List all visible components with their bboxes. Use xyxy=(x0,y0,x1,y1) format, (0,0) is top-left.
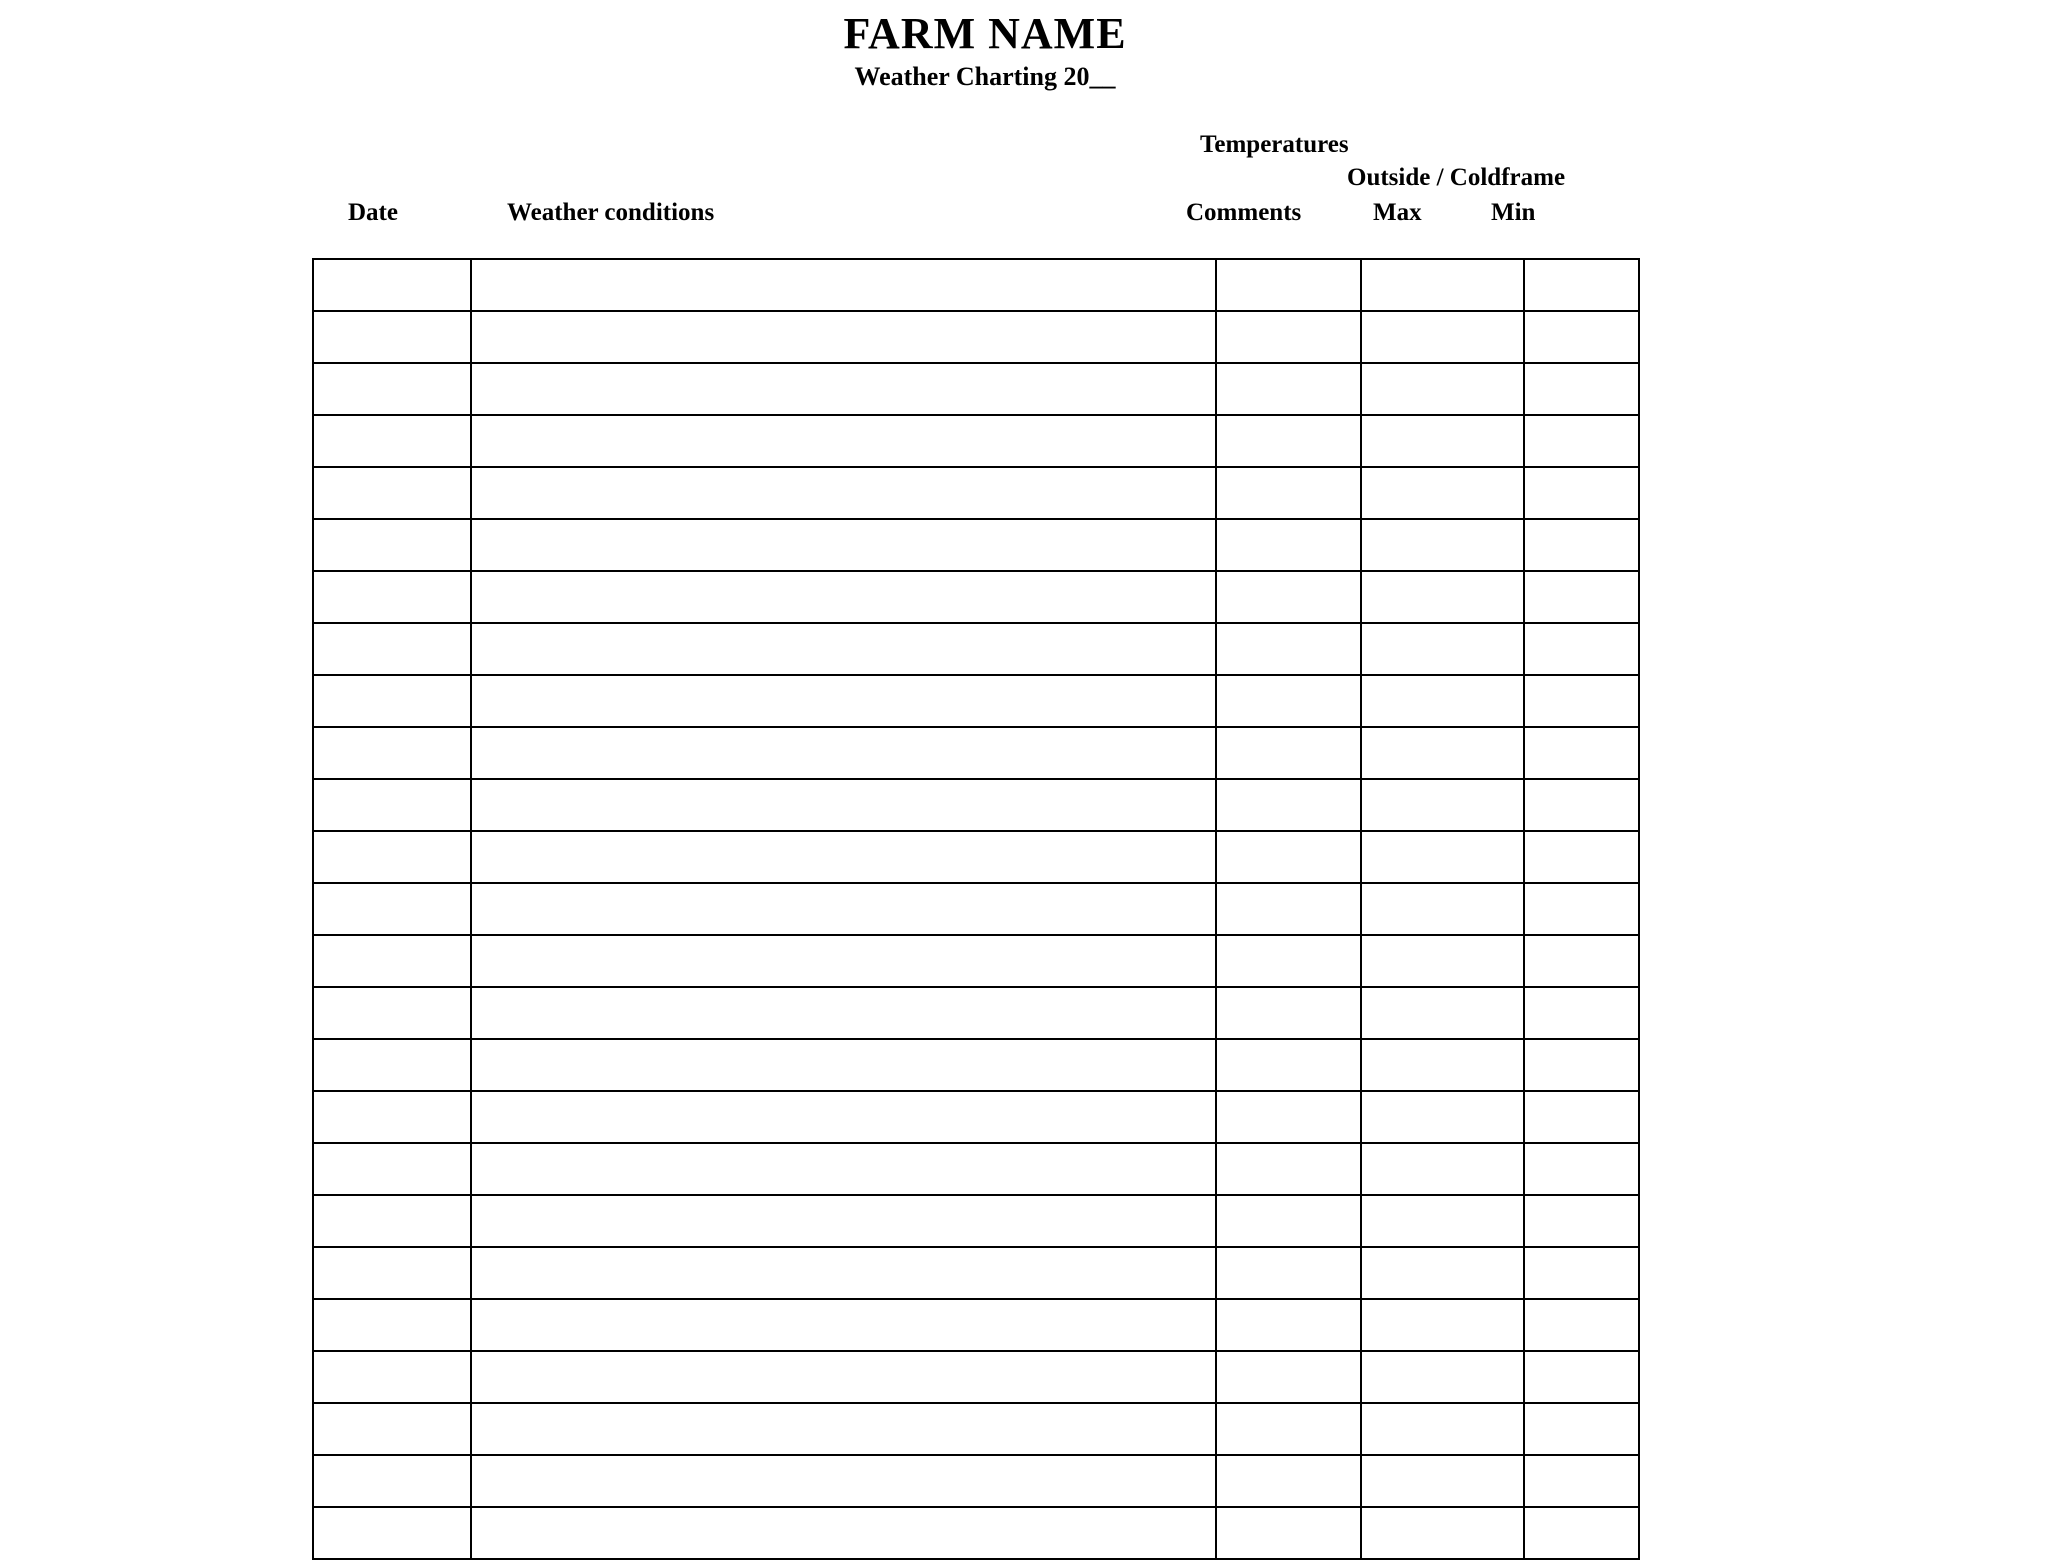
table-row-line xyxy=(312,726,1640,728)
table-row-line xyxy=(312,1142,1640,1144)
table-right-border xyxy=(1638,258,1640,1558)
min-column-header: Min xyxy=(1491,199,1536,226)
table-row-line xyxy=(312,1194,1640,1196)
table-row-line xyxy=(312,778,1640,780)
page-subtitle: Weather Charting 20__ xyxy=(854,62,1116,91)
page-title: FARM NAME xyxy=(843,9,1127,58)
weather-log-table xyxy=(312,258,1640,1558)
date-column-divider xyxy=(470,258,472,1558)
table-row-line xyxy=(312,362,1640,364)
comments-column-header: Comments xyxy=(1186,199,1302,226)
date-column-header: Date xyxy=(348,199,398,226)
table-row-line xyxy=(312,934,1640,936)
temperatures-header: Temperatures xyxy=(1200,131,1349,158)
max-column-divider xyxy=(1523,258,1525,1558)
table-row-line xyxy=(312,674,1640,676)
table-row-line xyxy=(312,570,1640,572)
table-row-line xyxy=(312,882,1640,884)
table-row-line xyxy=(312,1454,1640,1456)
table-left-border xyxy=(312,258,314,1558)
table-row-line xyxy=(312,1246,1640,1248)
table-row-line xyxy=(312,830,1640,832)
table-row-line xyxy=(312,1402,1640,1404)
table-row-line xyxy=(312,1038,1640,1040)
table-row-line xyxy=(312,1298,1640,1300)
comments-column-divider xyxy=(1360,258,1362,1558)
table-row-line xyxy=(312,986,1640,988)
table-row-line xyxy=(312,258,1640,260)
max-column-header: Max xyxy=(1373,199,1422,226)
table-row-line xyxy=(312,1506,1640,1508)
table-row-line xyxy=(312,466,1640,468)
weather-conditions-column-header: Weather conditions xyxy=(507,199,715,226)
outside-coldframe-header: Outside / Coldframe xyxy=(1347,164,1566,191)
table-row-line xyxy=(312,1090,1640,1092)
table-row-line xyxy=(312,414,1640,416)
table-row-line xyxy=(312,622,1640,624)
conditions-column-divider xyxy=(1215,258,1217,1558)
table-row-line xyxy=(312,1350,1640,1352)
table-row-line xyxy=(312,310,1640,312)
table-row-line xyxy=(312,518,1640,520)
